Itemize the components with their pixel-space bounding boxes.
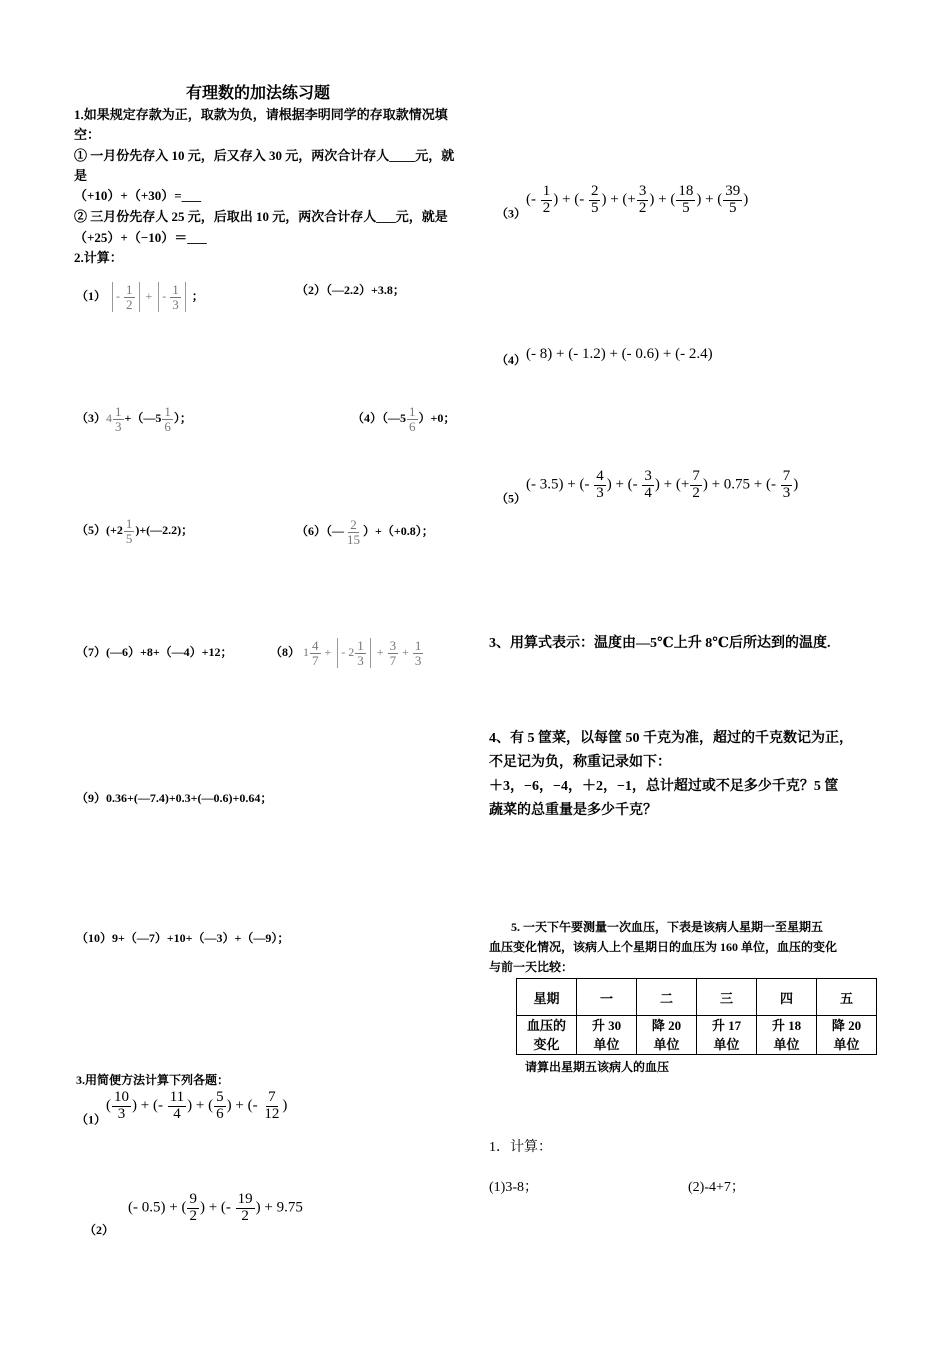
table-header-cell: 三 [697,979,757,1016]
fraction: $\frac{1}{3}$ [414,637,422,668]
expression: (- 8) + (- 1.2) + (- 0.6) + (- 2.4) [526,346,713,362]
problem-label: （2） [84,1222,115,1237]
minus-sign: - [116,288,121,303]
q5-line1: 5. 一天下午要测量一次血压，下表是该病人星期一至星期五 [511,920,824,934]
abs-bar-icon [370,638,371,668]
q1-line3: ① 一月份先存入 10 元，后又存入 30 元，两次合计存人____元，就 [74,148,455,163]
plus-sign: + [376,644,384,659]
fraction: $\frac{9}{2}$ [189,1191,197,1224]
calc-heading: 1．计算： [489,1140,552,1155]
problem-label: （8） [270,644,301,659]
expr-part: ) + (- [199,1199,235,1216]
problem-label: （4） [496,353,527,367]
q5-line2: 血压变化情况，该病人上个星期日的血压为 160 单位，血压的变化 [489,940,838,954]
q4-line2: 不足记为负，称重记录如下： [489,755,671,770]
table-cell: 升 17 单位 [697,1016,757,1055]
calc-problem-1: (1)3-8； [489,1180,538,1195]
q2-problem-8 [270,638,424,668]
q3-problem-2 [84,1192,303,1238]
expr-part: ) + 0.75 + (- [702,476,780,493]
q2-problem-2: （2）（—2.2）+3.8； [296,283,405,297]
fraction: $\frac{11}{4}$ [169,1089,185,1122]
plus-sign: + [402,644,409,659]
abs-bar-icon [158,282,159,312]
fraction: $\frac{3}{2}$ [638,183,647,216]
fraction: $\frac{1}{3}$ [115,404,122,434]
minus-sign: - [341,644,346,659]
fraction: $\frac{5}{6}$ [216,1089,224,1122]
fraction: $\frac{4}{3}$ [596,468,604,501]
q2-problem-10: （10）9+（—7）+10+（—3）+（—9）； [76,931,290,945]
q4-line1: 4、有 5 筐菜，以每筐 50 千克为准，超过的千克数记为正， [489,731,853,746]
q2-problem-5 [76,517,193,545]
plus-sign: + [324,644,332,659]
fraction: $\frac{18}{5}$ [678,183,694,216]
expr-part: ) + 9.75 [255,1199,303,1216]
q4-line4: 蔬菜的总重量是多少千克？ [489,803,657,818]
fraction: $\frac{19}{2}$ [237,1191,253,1224]
calc-problem-2: (2)-4+7； [688,1180,745,1195]
q2-problem-6 [296,518,434,546]
problem-end: ）+（+0.8）； [363,523,434,538]
q5-line3: 与前一天比较： [489,960,574,974]
problem-label: （6）（— [296,523,345,538]
expr-part: (- 0.5) + ( [128,1199,187,1216]
problem-label: （1） [76,1112,107,1127]
table-header-cell: 星期 [517,979,577,1016]
q1-line4: 是 [74,168,88,183]
table-row [517,1016,877,1055]
right-problem-5: $_{(5)}$(- 3.5) + (- $\frac{4}{3}$ ) + (- $\frac{3}{4}$ ) + (+ $\frac{7}{2}$ ) + 0.75 + (- $\frac{7}{3}$ ) [496,468,799,506]
problem-label: （4）（—5 [352,410,407,425]
q2-problem-9: （9）0.36+(—7.4)+0.3+(—0.6)+0.64； [76,791,273,805]
problem-label: （5）(+2 [76,522,123,537]
q5-footer: 请算出星期五该病人的血压 [525,1060,670,1074]
table-cell: 升 18 单位 [757,1016,817,1055]
fraction: $\frac{2}{15}$ [347,517,361,547]
abs-bar-icon [337,638,338,668]
q3-problem-1: $_{(1)}$( $\frac{10}{3}$ ) + (- $\frac{11}{4}$ ) + ( $\frac{5}{6}$ ) + (- $\frac{7}{12}$ ) [76,1089,288,1127]
expr-part: (- 3.5) + (- [526,476,594,493]
table-cell: 降 20 单位 [817,1016,877,1055]
table-header-cell: 四 [757,979,817,1016]
page-title: 有理数的加法练习题 [186,85,331,102]
plus-sign: + [145,288,153,303]
fraction: $\frac{7}{2}$ [692,468,700,501]
table-header-cell: 二 [637,979,697,1016]
minus-sign: - [162,288,167,303]
problem-label: （1） [76,288,107,303]
right-problem-4 [496,346,713,368]
q2-problem-3 [76,405,192,433]
q3-temperature: 3、用算式表示：温度由—5℃上升 8℃后所达到的温度. [489,636,831,651]
q4-line3: ＋3，−6，−4，＋2，−1，总计超过或不足多少千克？5 筐 [489,779,839,794]
problem-label: （5） [496,491,527,506]
fraction: $\frac{7}{3}$ [782,468,791,501]
fraction: $\frac{1}{6}$ [164,404,171,434]
q2-problem-7: （7）(—6）+8+（—4）+12； [76,645,233,659]
q1-line1: 1.如果规定存款为正，取款为负，请根据李明同学的存取款情况填 [74,107,448,122]
table-cell: 降 20 单位 [637,1016,697,1055]
q3-heading: 3.用简便方法计算下列各题： [76,1073,230,1087]
problem-end: ； [191,288,204,303]
q1-line6: ② 三月份先存人 25 元，后取出 10 元，两次合计存人___元，就是 [74,209,448,224]
problem-label: （3） [496,206,527,221]
fraction: $\frac{3}{7}$ [389,637,397,668]
table-header-cell: 五 [817,979,877,1016]
blood-pressure-table [516,978,877,1055]
q2-problem-1 [76,282,204,312]
whole-part: 2 [348,644,355,659]
fraction: $\frac{1}{2}$ [542,183,551,216]
fraction: $\frac{3}{4}$ [644,468,652,501]
fraction: $\frac{4}{7}$ [312,637,319,668]
table-header-row [517,979,877,1016]
fraction: $\frac{1}{6}$ [409,404,416,434]
q1-line5: （+10）+（+30）=___ [74,188,202,203]
problem-label: （3） [76,410,107,425]
q1-line2: 空： [74,127,101,142]
abs-bar-icon [185,282,186,312]
abs-bar-icon [139,282,140,312]
problem-text: +（—5 [124,410,162,425]
whole-part: 1 [303,644,310,659]
table-header-cell: 一 [577,979,637,1016]
whole-part: 4 [106,410,113,425]
fraction: $\frac{10}{3}$ [114,1089,130,1122]
fraction: $\frac{2}{5}$ [590,183,599,216]
problem-end: )+(—2.2)； [135,522,194,537]
problem-end: ）； [173,410,192,425]
problem-end: ）+0； [418,410,456,425]
q1-line7: （+25）+（−10）＝___ [74,230,207,245]
right-problem-3: $_{(3)}$(- $\frac{1}{2}$ ) + (- $\frac{2}{5}$ ) + (+ $\frac{3}{2}$ ) + ( $\frac{18}{5}$ ) + ( $\frac{39}{5}$ ) [496,183,749,221]
q2-heading: 2.计算： [74,250,123,265]
table-cell: 升 30 单位 [577,1016,637,1055]
fraction: $\frac{39}{5}$ [725,183,741,216]
q2-problem-4 [352,405,455,433]
fraction: $\frac{1}{3}$ [357,637,364,668]
fraction: $\frac{1}{2}$ [126,281,133,312]
fraction: $\frac{1}{5}$ [125,516,133,546]
abs-bar-icon [112,282,113,312]
fraction: $\frac{1}{3}$ [172,281,179,312]
table-row-label: 血压的 变化 [517,1016,577,1055]
fraction: $\frac{7}{12}$ [264,1089,280,1122]
